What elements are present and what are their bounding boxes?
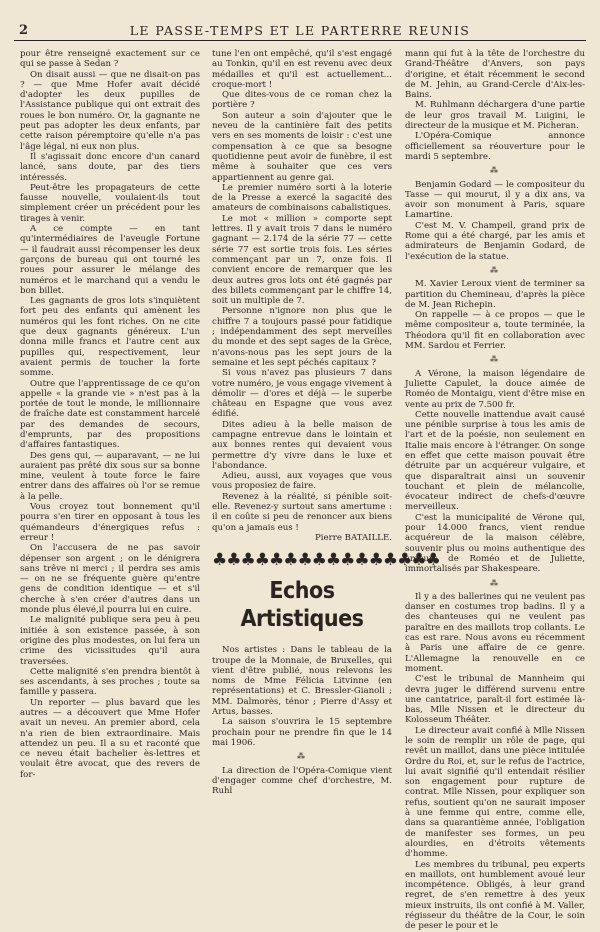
asterism-divider: ⁂ [297, 752, 307, 762]
paragraph: L'Opéra-Comique annonce officiellement sa réouverture pour le mardi 5 septembre. [405, 131, 585, 162]
paragraph: M. Ruhlmann déchargera d'une partie de leur gros travail M. Luigini, le directeur de la musique et M. Picheran. [405, 100, 585, 132]
ornamental-divider: ♣♣♣♣♣♣♣♣♣♣♣♣♣♣♣♣ [212, 550, 440, 571]
paragraph: mann qui fut à la tête de l'orchestre du Grand-Théâtre d'Anvers, son pays d'origine, et était récemment le second de M. Jehin, au Grand-Cercle d'Aix-les-Bains. [405, 49, 585, 101]
paragraph: C'est M. V. Champeil, grand prix de Rome qui a été chargé, par les amis et admirateurs de Benjamin Godard, de l'exécution de la statue. [405, 220, 585, 262]
paragraph: Il y a des ballerines qui ne veulent pas danser en costumes trop badins. Il y a des chanteuses qui ne veulent pas paraître en des maillots trop collants. Le cas est rare. Nous avons eu récemment à Paris une affaire de ce genre. L'Allemagne la renouvelle en ce moment. [405, 591, 585, 674]
paragraph: Peut-être les propagateurs de cette fausse nouvelle, voulaient-ils tout simplement créer un précédent pour les tirages à venir. [20, 182, 200, 224]
paragraph: C'est la municipalité de Vérone qui, pour 14.000 francs, vient rendue acquéreur de la maison célèbre, souvenir plus ou moins authentique des amours de Roméo et de Juliette, immortalisés par Shakespeare. [405, 512, 585, 575]
paragraph: Cette malignité s'en prendra bientôt à ses ascendants, à ses proches ; toute sa famille y passera. [20, 666, 200, 698]
paragraph: Le mot « million » comporte sept lettres. Il y avait trois 7 dans le numéro gagnant — 2.174 de la série 77 — cette série 77 est sortie trois fois. Les séries commençant par un 7, onze fois. Il convient encore de remarquer que les deux autres gros lots ont été gagnés par des billets commençant par le chiffre 14, soit un multiple de 7. [212, 213, 392, 307]
page-header [14, 22, 586, 41]
paragraph: On rappelle — à ce propos — que le même compositeur a, toute terminée, la Théodora qu'il fit en collaboration avec MM. Sardou et Ferrier. [405, 310, 585, 352]
section-title: Echos Artistiques [240, 578, 364, 633]
paragraph: M. Xavier Leroux vient de terminer sa partition du Chemineau, d'après la pièce de M. Jean Richepin. [405, 279, 585, 310]
paragraph: On l'accusera de ne pas savoir dépenser son argent ; on le dénigrera sans trêve ni merci ; il perdra ses amis — on ne se fréquente guère qu'entre gens de condition identique — et s'il cherche à s'en créer d'autres dans un monde plus élevé,il pourra lui en cuire. [20, 543, 200, 616]
paragraph: Son auteur a soin d'ajouter que le neveu de la cantinière fait des petits vers en ses moments de loisir : c'est une compensation à ce que sa besogne quotidienne peut avoir de funèbre, il est même à souhaiter que ces vers appartiennent au genre gai. [212, 110, 392, 183]
paragraph: C'est le tribunal de Mannheim qui devra juger le différend survenu entre une cantatrice, paraît-il fort estimée là-bas, Mlle Nissen et le directeur du Kolosseum Théâter. [405, 674, 585, 726]
paragraph: Vous croyez tout bonnement qu'il pourra s'en tirer en opposant à tous les quémandeurs d'énergiques refus : erreur ! [20, 502, 200, 543]
paragraph: Le directeur avait confié à Mlle Nissen le soin de remplir un rôle de page, qui revêt un maillot, dans une pièce intitulée Ordre du Roi, et, sur le refus de l'actrice, lui avait signifié qu'il entendait résilier son engagement pour rupture de contrat. Mlle Nissen, pour expliquer son refus, soutient qu'on ne saurait imposer à une femme qui entre, comme elle, dans sa quarantième année, l'obligation de manifester ses formes, un peu alourdies, en d'étroits vêtements d'homme. [405, 725, 585, 860]
author-signature: Pierre BATAILLE. [315, 532, 392, 543]
paragraph: Personne n'ignore non plus que le chiffre 7 a toujours passé pour fatidique ; indépendamment des sept merveilles du monde et des sept sages de la Grèce, n'avons-nous pas les sept jours de la semaine et les sept péchés capitaux ? [212, 306, 392, 368]
asterism-divider: ⁂ [490, 355, 500, 365]
paragraph: Benjamin Godard — le compositeur du Tasse — qui mourut, il y a dix ans, va avoir son monument à Paris, square Lamartine. [405, 179, 585, 221]
paragraph: A ce compte — en tant qu'intermédiaires de l'aveugle Fortune — il faudrait aussi récompenser les deux garçons de bureau qui ont tourné les roues pour assurer le mélange des numéros et le marchand qui a vendu le bon billet. [20, 224, 200, 296]
journal-title: LE PASSE-TEMPS ET LE PARTERRE REUNIS [129, 23, 471, 38]
paragraph: Des gens qui, — auparavant, — ne lui auraient pas prêté dix sous sur sa bonne mine, veulent à toute force le faire entrer dans des affaires où l'or se remue à la pelle. [20, 450, 200, 502]
paragraph: pour être renseigné exactement sur ce qui se passe à Sedan ? [20, 49, 200, 70]
paragraph: Les membres du tribunal, peu experts en maillots, ont humblement avoué leur incompétence. Obligés, à leur grand regret, de s'en remettre à des yeux mieux instruits, ils ont confié à M. Valler, régisseur du théâtre de la Cour, le soin de peser le pour et le [405, 859, 585, 932]
paragraph: Si vous n'avez pas plusieurs 7 dans votre numéro, je vous engage vivement à démolir — d'ores et déjà — le superbe château en Espagne que vous avez édifié. [212, 368, 392, 420]
paragraph: La saison s'ouvrira le 15 septembre prochain pour ne prendre fin que le 14 mai 1906. [212, 717, 392, 748]
column-3 [405, 49, 585, 932]
paragraph: A Vérone, la maison légendaire de Juliette Capulet, la douce aimée de Roméo de Montaigu, vient d'être mise en vente au prix de 7.500 fr. [405, 368, 585, 410]
column-1 [20, 49, 200, 839]
paragraph: Cette nouvelle inattendue avait causé une pénible surprise à tous les amis de l'art et de la poésie, non seulement en Italie mais encore à l'étranger. On songe en effet que cette maison pouvait être détruite par un acquéreur vulgaire, et que disparaîtrait ainsi un souvenir touchant et plein de mélancolie, évocateur indirect de chefs-d'œuvre merveilleux. [405, 409, 585, 513]
asterism-divider: ⁂ [490, 265, 500, 275]
asterism-divider: ⁂ [490, 166, 500, 176]
paragraph: Le premier numéro sorti à la loterie de la Presse a exercé la sagacité des amateurs de combinaisons cabalistiques. [212, 182, 392, 214]
paragraph: Un reporter — plus bavard que les autres — a découvert que Mme Hofer avait un neveu. An premier abord, cela n'a rien de bien extraordinaire. Mais attendez un peu. Il a su et raconté que ce neveu était bachelier ès-lettres et voulait être avocat, que des revers de for- [20, 697, 200, 780]
paragraph: Nos artistes : Dans le tableau de la troupe de la Monnaie, de Bruxelles, qui vient d'être publié, nous relevons les noms de Mme Félicia Litvinne (en représentations) et C. Bressler-Gianoli ; MM. Dalmorès, ténor ; Pierre d'Assy et Artus, basses. [212, 645, 392, 718]
paragraph: tune l'en ont empêché, qu'il s'est engagé au Tonkin, qu'il en est revenu avec deux médailles et qu'il est actuellement... croque-mort ! [212, 49, 392, 90]
paragraph: Dites adieu à la belle maison de campagne entrevue dans le lointain et aux bonnes rentes qui devaient vous permettre d'y vivre dans le luxe et l'abondance. [212, 419, 392, 471]
paragraph: Il s'agissait donc encore d'un canard lancé, sans doute, par des tiers intéressés. [20, 151, 200, 183]
paragraph: Adieu, aussi, aux voyages que vous vous proposiez de faire. [212, 471, 392, 492]
paragraph: Revenez à la réalité, si pénible soit-elle. Revenez-y surtout sans amertume : il en coûte si peu de renoncer aux biens qu'on a jamais eus ! [212, 491, 392, 533]
paragraph: On disait aussi — que ne disait-on pas ? — que Mme Hofer avait décidé d'adopter les deux pupilles de l'Assistance publique qui ont extrait des roues le bon numéro. Or, la gagnante ne peut pas adopter les deux enfants, par cette raison péremptoire qu'elle n'a pas l'âge légal, ni eux non plus. [20, 69, 200, 152]
asterism-divider: ⁂ [490, 578, 500, 588]
paragraph: Outre que l'apprentissage de ce qu'on appelle « la grande vie » n'est pas à la portée de tout le monde, le millionnaire de fraîche date est constamment harcelé par des demandes de secours, d'emprunts, par des propositions d'affaires fantastiques. [20, 378, 200, 451]
paragraph: Le malignité publique sera peu à peu initiée à son existence passée, à son origine des plus modestes, on lui fera un crime des vicissitudes qu'il aura traversées. [20, 615, 200, 667]
paragraph: Les gagnants de gros lots s'inquiètent fort peu des enfants qui amènent les numéros qui les font riches. On ne cite que deux gagnants généreux. L'un donna mille francs et l'autre cent aux pupilles qui, respectivement, leur avaient permis de toucher la forte somme. [20, 296, 200, 379]
column-2 [212, 49, 440, 839]
page-number: 2 [19, 23, 29, 38]
paragraph: Que dites-vous de ce roman chez la portière ? [212, 90, 392, 111]
paragraph: La direction de l'Opéra-Comique vient d'engager comme chef d'orchestre, M. Ruhl [212, 765, 392, 797]
